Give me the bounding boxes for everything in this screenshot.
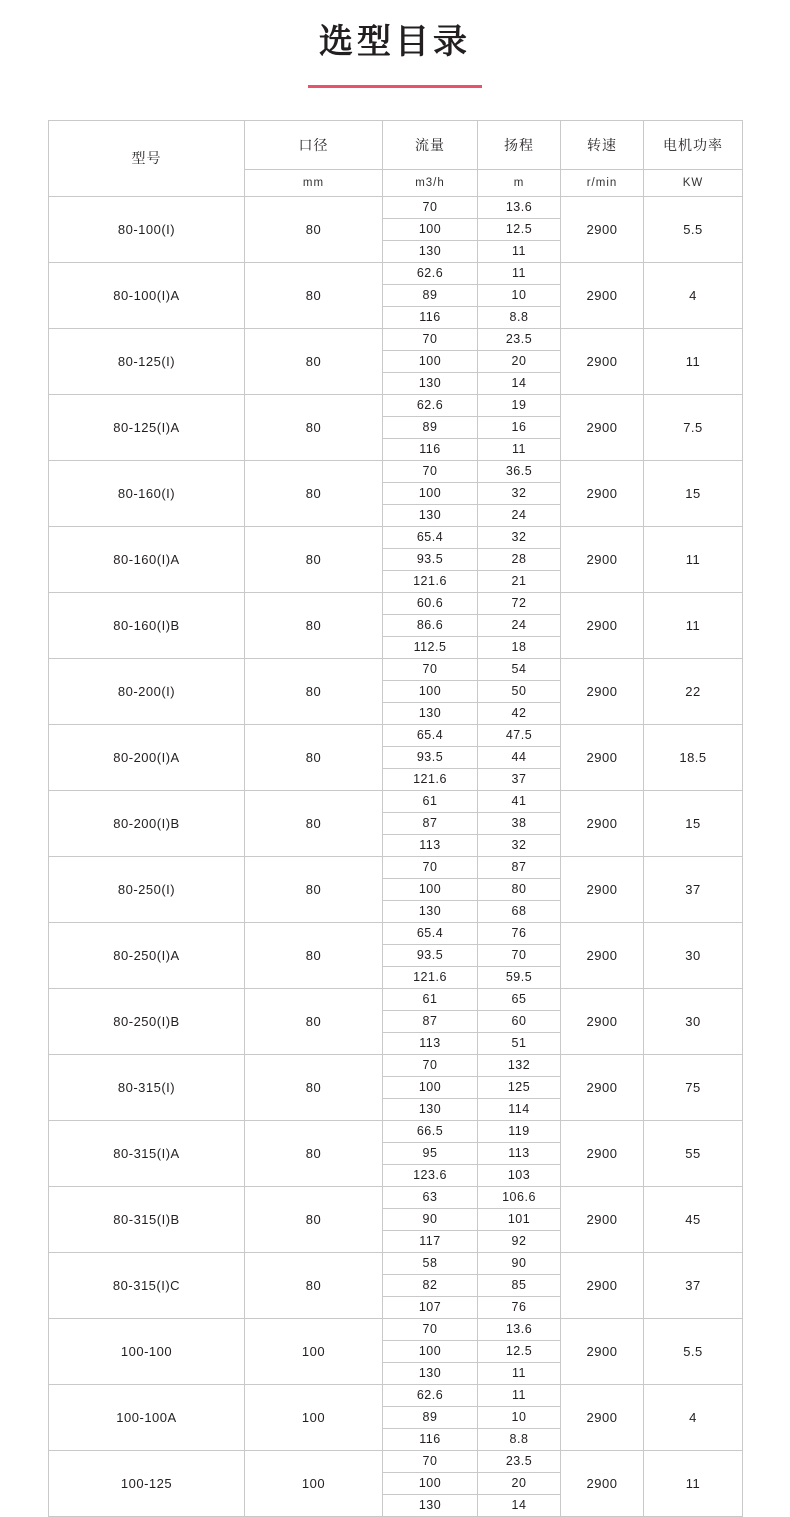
- header-power: 电机功率: [644, 120, 743, 169]
- cell-flow: 112.5: [383, 636, 478, 658]
- cell-speed: 2900: [561, 988, 644, 1054]
- cell-speed: 2900: [561, 526, 644, 592]
- cell-bore: 100: [245, 1384, 383, 1450]
- cell-bore: 80: [245, 922, 383, 988]
- cell-head: 11: [478, 1362, 561, 1384]
- table-row: [49, 1120, 743, 1142]
- cell-head: 20: [478, 350, 561, 372]
- cell-model: 80-315(I): [49, 1054, 245, 1120]
- cell-flow: 65.4: [383, 922, 478, 944]
- cell-bore: 80: [245, 526, 383, 592]
- cell-head: 68: [478, 900, 561, 922]
- cell-model: 80-315(I)C: [49, 1252, 245, 1318]
- cell-power: 55: [644, 1120, 743, 1186]
- cell-model: 80-160(I)B: [49, 592, 245, 658]
- cell-power: 37: [644, 856, 743, 922]
- cell-bore: 100: [245, 1318, 383, 1384]
- cell-model: 80-160(I): [49, 460, 245, 526]
- cell-flow: 82: [383, 1274, 478, 1296]
- cell-flow: 87: [383, 1010, 478, 1032]
- cell-power: 30: [644, 988, 743, 1054]
- cell-flow: 100: [383, 1076, 478, 1098]
- cell-flow: 121.6: [383, 570, 478, 592]
- cell-flow: 130: [383, 372, 478, 394]
- cell-speed: 2900: [561, 1120, 644, 1186]
- cell-speed: 2900: [561, 790, 644, 856]
- cell-head: 24: [478, 614, 561, 636]
- cell-bore: 80: [245, 1186, 383, 1252]
- cell-flow: 121.6: [383, 966, 478, 988]
- cell-flow: 100: [383, 680, 478, 702]
- cell-flow: 116: [383, 438, 478, 460]
- cell-head: 85: [478, 1274, 561, 1296]
- cell-model: 80-250(I)A: [49, 922, 245, 988]
- cell-power: 11: [644, 526, 743, 592]
- cell-model: 100-125: [49, 1450, 245, 1516]
- cell-flow: 65.4: [383, 724, 478, 746]
- cell-speed: 2900: [561, 592, 644, 658]
- cell-power: 18.5: [644, 724, 743, 790]
- cell-head: 10: [478, 284, 561, 306]
- table-row: [49, 724, 743, 746]
- unit-power: KW: [644, 169, 743, 196]
- cell-head: 76: [478, 1296, 561, 1318]
- cell-flow: 130: [383, 702, 478, 724]
- cell-flow: 62.6: [383, 1384, 478, 1406]
- cell-head: 14: [478, 1494, 561, 1516]
- cell-bore: 80: [245, 394, 383, 460]
- cell-model: 80-315(I)A: [49, 1120, 245, 1186]
- cell-flow: 62.6: [383, 394, 478, 416]
- cell-power: 11: [644, 328, 743, 394]
- cell-model: 80-200(I)B: [49, 790, 245, 856]
- cell-head: 32: [478, 526, 561, 548]
- table-row: [49, 262, 743, 284]
- header-head: 扬程: [478, 120, 561, 169]
- table-row: [49, 658, 743, 680]
- cell-model: 80-250(I)B: [49, 988, 245, 1054]
- cell-flow: 107: [383, 1296, 478, 1318]
- cell-flow: 70: [383, 1450, 478, 1472]
- table-row: [49, 592, 743, 614]
- cell-power: 75: [644, 1054, 743, 1120]
- cell-head: 13.6: [478, 1318, 561, 1340]
- spec-table: [48, 120, 743, 1517]
- cell-flow: 121.6: [383, 768, 478, 790]
- cell-head: 37: [478, 768, 561, 790]
- table-head: [49, 120, 743, 196]
- cell-head: 32: [478, 482, 561, 504]
- unit-flow: m3/h: [383, 169, 478, 196]
- cell-head: 125: [478, 1076, 561, 1098]
- cell-speed: 2900: [561, 1054, 644, 1120]
- cell-flow: 95: [383, 1142, 478, 1164]
- cell-head: 32: [478, 834, 561, 856]
- cell-model: 80-125(I): [49, 328, 245, 394]
- cell-model: 80-200(I): [49, 658, 245, 724]
- cell-speed: 2900: [561, 1252, 644, 1318]
- cell-head: 12.5: [478, 1340, 561, 1362]
- cell-flow: 61: [383, 790, 478, 812]
- cell-power: 4: [644, 262, 743, 328]
- cell-head: 51: [478, 1032, 561, 1054]
- cell-flow: 70: [383, 1318, 478, 1340]
- cell-speed: 2900: [561, 1186, 644, 1252]
- cell-head: 72: [478, 592, 561, 614]
- cell-flow: 100: [383, 1472, 478, 1494]
- unit-bore: mm: [245, 169, 383, 196]
- cell-flow: 70: [383, 1054, 478, 1076]
- cell-flow: 113: [383, 1032, 478, 1054]
- cell-head: 41: [478, 790, 561, 812]
- cell-power: 37: [644, 1252, 743, 1318]
- table-row: [49, 1384, 743, 1406]
- cell-flow: 70: [383, 460, 478, 482]
- cell-head: 42: [478, 702, 561, 724]
- cell-flow: 130: [383, 900, 478, 922]
- cell-head: 47.5: [478, 724, 561, 746]
- cell-model: 80-250(I): [49, 856, 245, 922]
- spec-table-wrap: [0, 88, 790, 1517]
- cell-speed: 2900: [561, 262, 644, 328]
- cell-flow: 70: [383, 658, 478, 680]
- cell-flow: 86.6: [383, 614, 478, 636]
- cell-flow: 100: [383, 1340, 478, 1362]
- cell-speed: 2900: [561, 856, 644, 922]
- cell-flow: 93.5: [383, 944, 478, 966]
- cell-model: 80-100(I): [49, 196, 245, 262]
- table-row: [49, 1318, 743, 1340]
- cell-head: 103: [478, 1164, 561, 1186]
- cell-power: 5.5: [644, 196, 743, 262]
- table-row: [49, 460, 743, 482]
- table-row: [49, 394, 743, 416]
- cell-head: 18: [478, 636, 561, 658]
- cell-head: 101: [478, 1208, 561, 1230]
- cell-bore: 80: [245, 790, 383, 856]
- cell-speed: 2900: [561, 196, 644, 262]
- cell-head: 44: [478, 746, 561, 768]
- cell-flow: 70: [383, 328, 478, 350]
- unit-speed: r/min: [561, 169, 644, 196]
- cell-head: 114: [478, 1098, 561, 1120]
- table-row: [49, 1252, 743, 1274]
- cell-bore: 80: [245, 856, 383, 922]
- cell-head: 11: [478, 1384, 561, 1406]
- cell-flow: 100: [383, 350, 478, 372]
- cell-speed: 2900: [561, 328, 644, 394]
- cell-head: 36.5: [478, 460, 561, 482]
- cell-bore: 80: [245, 1252, 383, 1318]
- table-row: [49, 328, 743, 350]
- cell-bore: 80: [245, 658, 383, 724]
- cell-head: 14: [478, 372, 561, 394]
- cell-model: 80-100(I)A: [49, 262, 245, 328]
- cell-head: 24: [478, 504, 561, 526]
- cell-bore: 80: [245, 196, 383, 262]
- header-speed: 转速: [561, 120, 644, 169]
- cell-head: 11: [478, 240, 561, 262]
- cell-head: 11: [478, 262, 561, 284]
- cell-head: 12.5: [478, 218, 561, 240]
- cell-head: 70: [478, 944, 561, 966]
- header-flow: 流量: [383, 120, 478, 169]
- cell-bore: 80: [245, 1054, 383, 1120]
- unit-head: m: [478, 169, 561, 196]
- cell-power: 7.5: [644, 394, 743, 460]
- cell-bore: 80: [245, 262, 383, 328]
- cell-head: 119: [478, 1120, 561, 1142]
- cell-head: 76: [478, 922, 561, 944]
- cell-head: 132: [478, 1054, 561, 1076]
- cell-power: 11: [644, 592, 743, 658]
- cell-bore: 80: [245, 1120, 383, 1186]
- header-bore: 口径: [245, 120, 383, 169]
- cell-flow: 93.5: [383, 746, 478, 768]
- cell-flow: 130: [383, 1494, 478, 1516]
- cell-bore: 80: [245, 988, 383, 1054]
- cell-head: 16: [478, 416, 561, 438]
- cell-head: 13.6: [478, 196, 561, 218]
- table-row: [49, 526, 743, 548]
- cell-flow: 100: [383, 878, 478, 900]
- cell-power: 5.5: [644, 1318, 743, 1384]
- cell-power: 30: [644, 922, 743, 988]
- table-row: [49, 988, 743, 1010]
- cell-head: 54: [478, 658, 561, 680]
- cell-head: 28: [478, 548, 561, 570]
- table-row: [49, 1054, 743, 1076]
- cell-head: 23.5: [478, 328, 561, 350]
- cell-flow: 117: [383, 1230, 478, 1252]
- cell-flow: 89: [383, 1406, 478, 1428]
- cell-head: 65: [478, 988, 561, 1010]
- cell-flow: 87: [383, 812, 478, 834]
- cell-speed: 2900: [561, 1384, 644, 1450]
- cell-speed: 2900: [561, 394, 644, 460]
- cell-speed: 2900: [561, 724, 644, 790]
- cell-head: 11: [478, 438, 561, 460]
- cell-head: 8.8: [478, 1428, 561, 1450]
- cell-flow: 60.6: [383, 592, 478, 614]
- table-body: [49, 196, 743, 1516]
- cell-flow: 130: [383, 504, 478, 526]
- cell-power: 15: [644, 460, 743, 526]
- cell-head: 92: [478, 1230, 561, 1252]
- table-row: [49, 196, 743, 218]
- cell-head: 23.5: [478, 1450, 561, 1472]
- cell-flow: 89: [383, 416, 478, 438]
- table-row: [49, 922, 743, 944]
- cell-head: 38: [478, 812, 561, 834]
- cell-flow: 70: [383, 196, 478, 218]
- cell-flow: 113: [383, 834, 478, 856]
- cell-bore: 80: [245, 460, 383, 526]
- cell-head: 90: [478, 1252, 561, 1274]
- cell-flow: 130: [383, 240, 478, 262]
- cell-flow: 70: [383, 856, 478, 878]
- cell-flow: 65.4: [383, 526, 478, 548]
- cell-power: 11: [644, 1450, 743, 1516]
- cell-head: 19: [478, 394, 561, 416]
- table-row: [49, 856, 743, 878]
- cell-head: 80: [478, 878, 561, 900]
- header-row-main: [49, 120, 743, 169]
- header-model: 型号: [49, 120, 245, 196]
- cell-flow: 100: [383, 482, 478, 504]
- cell-power: 22: [644, 658, 743, 724]
- cell-speed: 2900: [561, 658, 644, 724]
- cell-flow: 116: [383, 1428, 478, 1450]
- cell-bore: 80: [245, 724, 383, 790]
- title-block: [0, 0, 790, 88]
- cell-head: 8.8: [478, 306, 561, 328]
- cell-head: 87: [478, 856, 561, 878]
- cell-flow: 63: [383, 1186, 478, 1208]
- cell-flow: 90: [383, 1208, 478, 1230]
- cell-flow: 89: [383, 284, 478, 306]
- table-row: [49, 1450, 743, 1472]
- cell-flow: 66.5: [383, 1120, 478, 1142]
- cell-head: 50: [478, 680, 561, 702]
- cell-bore: 80: [245, 328, 383, 394]
- cell-power: 15: [644, 790, 743, 856]
- page-title: 选型目录: [319, 23, 471, 61]
- cell-head: 106.6: [478, 1186, 561, 1208]
- cell-speed: 2900: [561, 1450, 644, 1516]
- cell-flow: 116: [383, 306, 478, 328]
- cell-speed: 2900: [561, 460, 644, 526]
- cell-power: 4: [644, 1384, 743, 1450]
- cell-head: 113: [478, 1142, 561, 1164]
- cell-flow: 100: [383, 218, 478, 240]
- cell-power: 45: [644, 1186, 743, 1252]
- cell-model: 80-160(I)A: [49, 526, 245, 592]
- cell-model: 80-125(I)A: [49, 394, 245, 460]
- cell-flow: 62.6: [383, 262, 478, 284]
- cell-head: 59.5: [478, 966, 561, 988]
- cell-flow: 58: [383, 1252, 478, 1274]
- cell-model: 100-100: [49, 1318, 245, 1384]
- cell-flow: 123.6: [383, 1164, 478, 1186]
- cell-model: 80-200(I)A: [49, 724, 245, 790]
- cell-head: 60: [478, 1010, 561, 1032]
- cell-model: 100-100A: [49, 1384, 245, 1450]
- cell-head: 10: [478, 1406, 561, 1428]
- cell-flow: 130: [383, 1098, 478, 1120]
- table-row: [49, 790, 743, 812]
- cell-flow: 93.5: [383, 548, 478, 570]
- cell-speed: 2900: [561, 1318, 644, 1384]
- cell-model: 80-315(I)B: [49, 1186, 245, 1252]
- cell-flow: 61: [383, 988, 478, 1010]
- cell-head: 20: [478, 1472, 561, 1494]
- table-row: [49, 1186, 743, 1208]
- cell-bore: 80: [245, 592, 383, 658]
- cell-bore: 100: [245, 1450, 383, 1516]
- cell-speed: 2900: [561, 922, 644, 988]
- cell-head: 21: [478, 570, 561, 592]
- cell-flow: 130: [383, 1362, 478, 1384]
